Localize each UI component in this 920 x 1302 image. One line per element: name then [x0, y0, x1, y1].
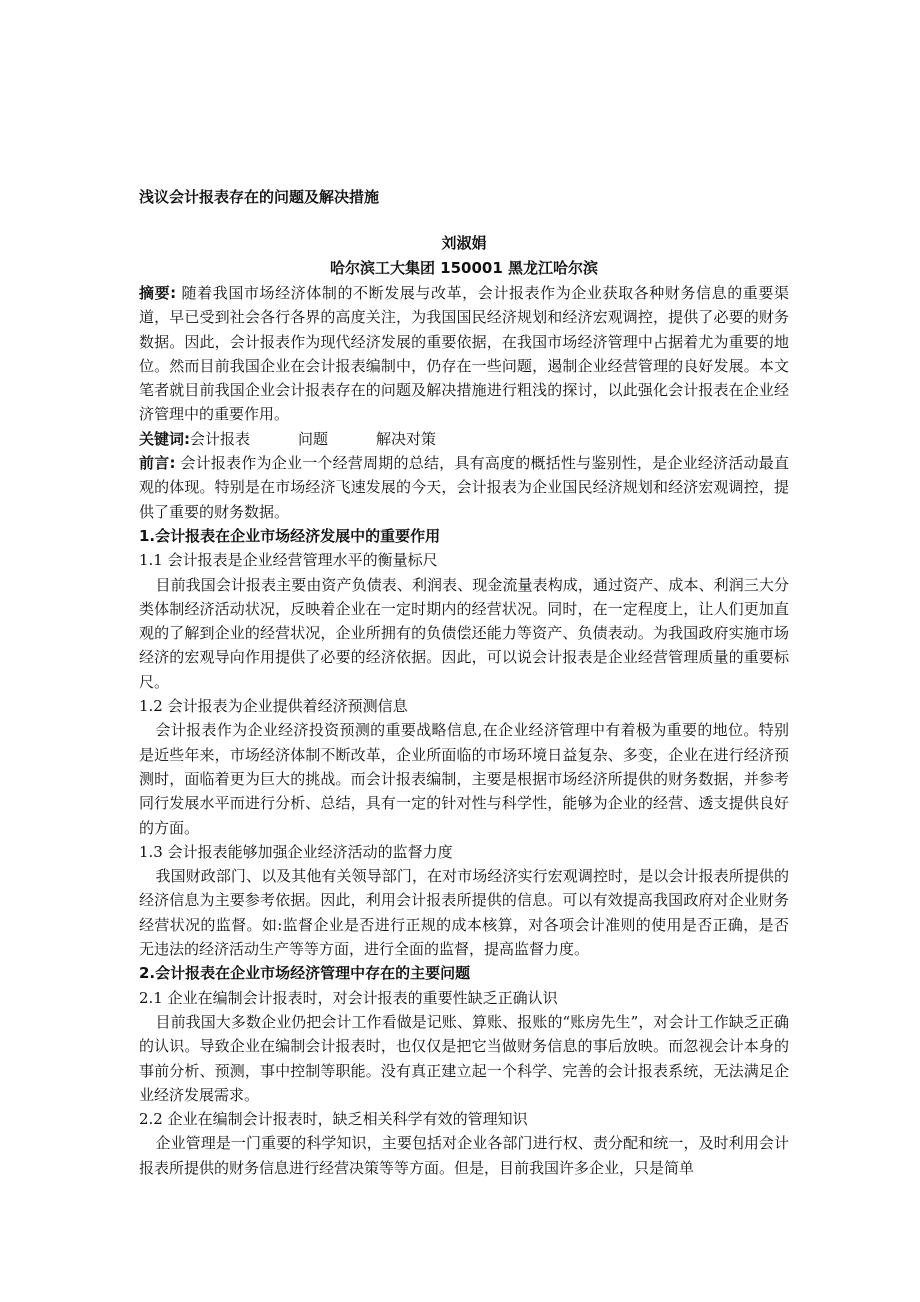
author-name: 刘淑娟 [441, 234, 487, 252]
subsection-text-2-2: 企业管理是一门重要的科学知识，主要包括对企业各部门进行权、责分配和统一，及时利用会计报表所提供的财务信息进行经营决策等等方面。但是，目前我国许多企业，只是简单 [139, 1134, 789, 1177]
section-heading-1: 1.会计报表在企业市场经济发展中的重要作用 [139, 526, 441, 545]
keywords-label: 关键词: [139, 429, 190, 448]
document-title: 浅议会计报表存在的问题及解决措施 [139, 188, 380, 206]
subsection-text-1-2: 会计报表作为企业经济投资预测的重要战略信息,在企业经济管理中有着极为重要的地位。特别是近些年来，市场经济体制不断改革，企业所面临的市场环境日益复杂、多变，企业在进行经济预测时，面临着更为巨大的挑战。而会计报表编制，主要是根据市场经济所提供的财务数据，并参考同行发展水平而进行分析、总结，具有一定的针对性与科学性，能够为企业的经营、透支提供良好的方面。 [139, 721, 789, 837]
keyword-3: 解决对策 [376, 429, 437, 448]
abstract [139, 281, 789, 427]
author-affiliation: 哈尔滨工大集团 150001 黑龙江哈尔滨 [329, 259, 599, 277]
subsection-heading-1-2: 1.2 会计报表为企业提供着经济预测信息 [139, 697, 408, 716]
abstract-text: 随着我国市场经济体制的不断发展与改革，会计报表作为企业获取各种财务信息的重要渠道，早已受到社会各行各界的高度关注，为我国国民经济规划和经济宏观调控，提供了必要的财务数据。因此，会计报表作为现代经济发展的重要依据，在我国市场经济管理中占据着尤为重要的地位。然而目前我国企业在会计报表编制中，仍存在一些问题，遏制企业经营管理的良好发展。本文笔者就目前我国企业会计报表存在的问题及解决措施进行粗浅的探讨，以此强化会计报表在企业经济管理中的重要作用。 [139, 284, 789, 424]
subsection-heading-1-1: 1.1 会计报表是企业经营管理水平的衡量标尺 [139, 551, 438, 570]
subsection-heading-2-1: 2.1 企业在编制会计报表时，对会计报表的重要性缺乏正确认识 [139, 988, 558, 1007]
preface-label: 前言: [139, 454, 176, 473]
keywords [139, 427, 789, 451]
subsection-text-2-1: 目前我国大多数企业仍把会计工作看做是记账、算账、报账的“账房先生”，对会计工作缺乏正确的认识。导致企业在编制会计报表时，也仅仅是把它当做财务信息的事后放映。而忽视会计本身的事前分析、预测，事中控制等职能。没有真正建立起一个科学、完善的会计报表系统，无法满足企业经济发展需求。 [139, 1012, 789, 1104]
preface [139, 451, 789, 524]
section-heading-2: 2.会计报表在企业市场经济管理中存在的主要问题 [139, 964, 471, 983]
document-body [139, 281, 789, 1180]
abstract-label: 摘要: [139, 284, 177, 302]
subsection-text-1-1: 目前我国会计报表主要由资产负债表、利润表、现金流量表构成，通过资产、成本、利润三大分类体制经济活动状况，反映着企业在一定时期内的经营状况。同时，在一定程度上，让人们更加直观的了解到企业的经营状况，企业所拥有的负债偿还能力等资产、负债表动。为我国政府实施市场经济的宏观导向作用提供了必要的经济依据。因此，可以说会计报表是企业经营管理质量的重要标尺。 [139, 575, 789, 691]
keyword-2: 问题 [298, 429, 329, 448]
subsection-heading-1-3: 1.3 会计报表能够加强企业经济活动的监督力度 [139, 842, 453, 861]
keyword-1: 会计报表 [190, 429, 251, 448]
preface-text: 会计报表作为企业一个经营周期的总结，具有高度的概括性与鉴别性，是企业经济活动最直观的体现。特别是在市场经济飞速发展的今天，会计报表为企业国民经济规划和经济宏观调控，提供了重要的财务数据。 [139, 454, 789, 521]
subsection-text-1-3: 我国财政部门、以及其他有关领导部门，在对市场经济实行宏观调控时，是以会计报表所提供的经济信息为主要参考依据。因此，利用会计报表所提供的信息。可以有效提高我国政府对企业财务经营状况的监督。如:监督企业是否进行正规的成本核算，对各项会计准则的使用是否正确，是否无违法的经济活动生产等等方面，进行全面的监督，提高监督力度。 [139, 867, 789, 959]
subsection-heading-2-2: 2.2 企业在编制会计报表时，缺乏相关科学有效的管理知识 [139, 1110, 528, 1129]
